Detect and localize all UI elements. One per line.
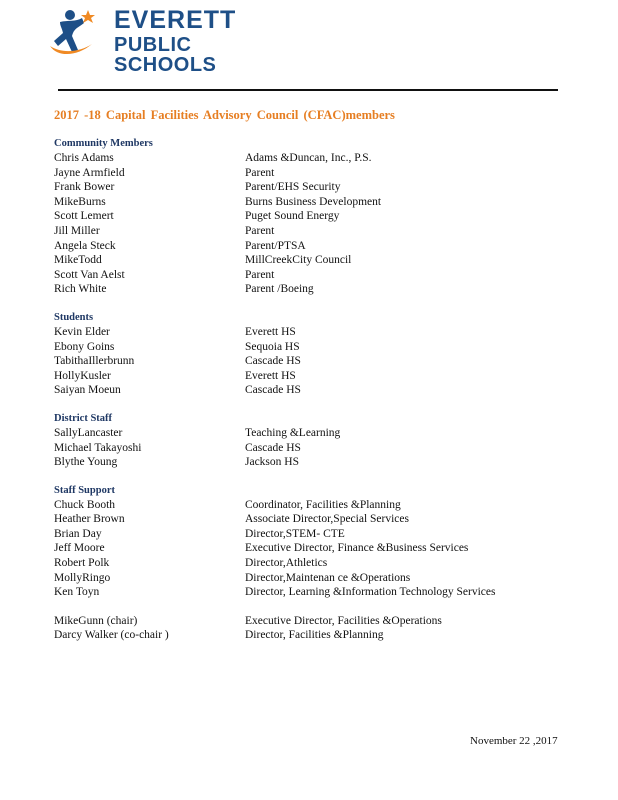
member-row [54, 498, 574, 513]
member-row [54, 383, 574, 398]
member-role: Coordinator, Facilities &Planning [245, 498, 401, 511]
member-row [54, 441, 574, 456]
member-name: Robert Polk [54, 557, 110, 570]
member-role: Everett HS [245, 325, 296, 338]
member-role: Burns Business Development [245, 195, 382, 208]
member-name: Scott Van Aelst [54, 268, 125, 281]
member-role: Cascade HS [245, 355, 301, 368]
document-date: November 22 ,2017 [470, 735, 558, 747]
member-row [54, 239, 574, 254]
member-row [54, 253, 574, 268]
member-name: Jeff Moore [54, 542, 105, 555]
member-name: Blythe Young [54, 456, 118, 469]
member-row [54, 426, 574, 441]
member-row [54, 628, 574, 643]
member-name: Rich White [54, 283, 107, 296]
member-row [54, 585, 574, 600]
member-role: Executive Director, Facilities &Operations [245, 614, 442, 627]
member-role: Adams &Duncan, Inc., P.S. [245, 152, 372, 164]
section-community-members [54, 137, 574, 297]
page-title: 2017 -18 Capital Facilities Advisory Council (CFAC)members [54, 108, 395, 122]
section-leadership [54, 614, 574, 643]
member-row [54, 614, 574, 629]
member-role: Director, Facilities &Planning [245, 629, 384, 642]
member-name: Saiyan Moeun [54, 384, 121, 397]
member-name: Chuck Booth [54, 498, 116, 511]
member-row [54, 571, 574, 586]
member-role: Parent/EHS Security [245, 181, 341, 194]
member-role: Director,STEM- CTE [245, 527, 345, 540]
member-row [54, 512, 574, 527]
member-name: MikeTodd [54, 254, 102, 267]
member-role: Cascade HS [245, 384, 301, 397]
section-staff-support [54, 484, 574, 600]
member-row [54, 151, 574, 166]
member-role: Parent [245, 224, 275, 237]
member-name: Chris Adams [54, 152, 114, 164]
member-role: Parent/PTSA [245, 239, 306, 252]
member-row [54, 268, 574, 283]
member-name: Ebony Goins [54, 340, 115, 353]
member-row [54, 527, 574, 542]
member-role: Associate Director,Special Services [245, 513, 409, 526]
member-role: Director,Maintenan ce &Operations [245, 571, 411, 584]
member-name: MollyRingo [54, 571, 111, 584]
section-heading: Students [54, 311, 94, 323]
member-role: Executive Director, Finance &Business Services [245, 542, 469, 555]
logo-line2: PUBLIC SCHOOLS [114, 34, 217, 76]
member-role: Sequoia HS [245, 340, 300, 353]
member-row [54, 180, 574, 195]
member-row [54, 195, 574, 210]
member-name: MikeGunn (chair) [54, 614, 138, 627]
district-logo [48, 6, 298, 76]
member-row [54, 340, 574, 355]
member-role: Director, Learning &Information Technology Services [245, 586, 496, 599]
member-name: Heather Brown [54, 513, 125, 526]
member-row [54, 541, 574, 556]
logo-line1: EVERETT [114, 6, 237, 34]
member-row [54, 166, 574, 181]
member-role: Everett HS [245, 369, 296, 382]
member-row [54, 455, 574, 470]
member-role: Jackson HS [245, 456, 299, 469]
section-heading: Staff Support [54, 484, 115, 496]
member-name: Frank Bower [54, 181, 115, 194]
member-role: Puget Sound Energy [245, 210, 340, 223]
member-role: Director,Athletics [245, 557, 328, 570]
member-name: Ken Toyn [54, 586, 100, 599]
member-row [54, 282, 574, 297]
section-district-staff [54, 412, 574, 470]
member-role: Parent [245, 166, 275, 179]
member-row [54, 209, 574, 224]
member-name: MikeBurns [54, 195, 106, 208]
member-role: Parent [245, 268, 275, 281]
member-row [54, 224, 574, 239]
member-name: Jayne Armfield [54, 166, 125, 179]
member-role: Parent /Boeing [245, 283, 314, 296]
member-row [54, 354, 574, 369]
section-heading: District Staff [54, 412, 113, 424]
member-name: Jill Miller [54, 224, 100, 237]
member-name: Angela Steck [54, 239, 116, 252]
header-divider [58, 89, 558, 91]
member-name: Michael Takayoshi [54, 441, 142, 454]
member-name: Brian Day [54, 527, 102, 540]
member-role: Teaching &Learning [245, 426, 341, 439]
member-list [54, 137, 574, 657]
section-students [54, 311, 574, 398]
member-row [54, 325, 574, 340]
member-row [54, 556, 574, 571]
logo-figure-icon [48, 6, 112, 58]
member-name: SallyLancaster [54, 426, 123, 439]
member-role: MillCreekCity Council [245, 254, 352, 267]
member-name: HollyKusler [54, 369, 111, 382]
member-name: TabithaIllerbrunn [54, 355, 135, 368]
member-role: Cascade HS [245, 441, 301, 454]
member-name: Kevin Elder [54, 325, 110, 338]
section-heading: Community Members [54, 138, 153, 149]
member-name: Darcy Walker (co-chair ) [54, 629, 169, 642]
member-name: Scott Lemert [54, 210, 114, 223]
member-row [54, 369, 574, 384]
